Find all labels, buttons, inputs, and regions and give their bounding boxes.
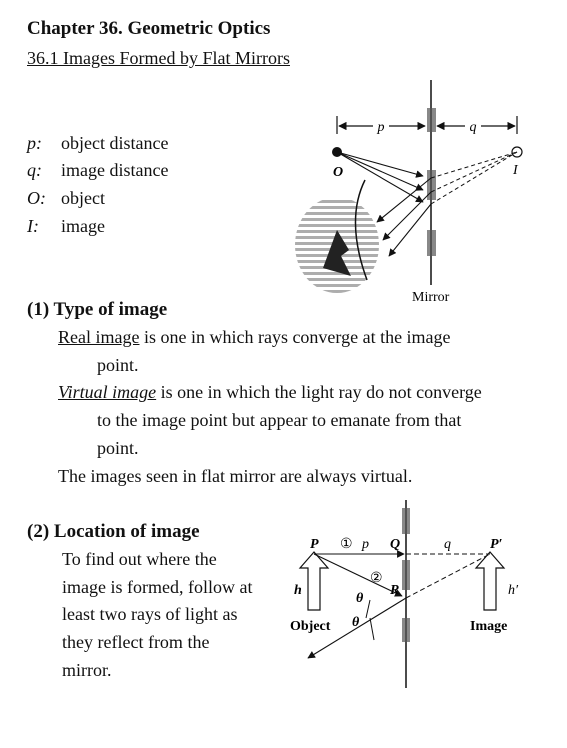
location-text-line: mirror. bbox=[62, 660, 112, 680]
label-R: R bbox=[390, 583, 400, 598]
virtual-ray bbox=[431, 152, 517, 178]
label-mirror: Mirror bbox=[412, 290, 450, 305]
label-object: Object bbox=[290, 619, 331, 634]
label-q: q bbox=[469, 120, 477, 135]
mirror-shade bbox=[402, 508, 410, 534]
definition-item bbox=[27, 216, 105, 237]
type-of-image-heading: (1) Type of image bbox=[27, 299, 168, 320]
virtual-image-line-2: to the image point but appear to emanate from that bbox=[97, 410, 462, 430]
virtual-ray bbox=[431, 152, 517, 204]
virtual-image-line bbox=[58, 382, 482, 403]
location-of-image-heading: (2) Location of image bbox=[27, 521, 200, 542]
reflected-ray bbox=[383, 192, 431, 240]
flat-mirror-diagram bbox=[285, 80, 545, 310]
location-text-line: least two rays of light as bbox=[62, 604, 238, 624]
label-Q: Q bbox=[390, 537, 401, 552]
virtual-image-term: Virtual image bbox=[58, 382, 157, 402]
mirror-shade bbox=[402, 618, 410, 642]
virtual-image-line-3: point. bbox=[97, 438, 139, 458]
label-P-prime: P′ bbox=[490, 537, 503, 552]
label-image: I bbox=[513, 163, 518, 178]
definition-meaning: object bbox=[61, 188, 105, 208]
image-location-diagram bbox=[284, 500, 534, 692]
angle-mark bbox=[370, 618, 374, 640]
virtual-image-text: is one in which the light ray do not converge bbox=[156, 382, 482, 402]
definition-item bbox=[27, 188, 105, 209]
mirror-shade bbox=[427, 170, 436, 200]
real-image-line-2: point. bbox=[97, 355, 139, 375]
label-p: p bbox=[377, 120, 385, 135]
label-ray-1: ① bbox=[340, 537, 353, 552]
definition-symbol: p: bbox=[27, 133, 42, 153]
label-object: O bbox=[333, 165, 344, 180]
label-image: Image bbox=[470, 619, 508, 634]
ray-2-incident bbox=[314, 554, 402, 596]
mirror-shade bbox=[402, 560, 410, 590]
real-image-term: Real image bbox=[58, 327, 140, 347]
definition-meaning: image bbox=[61, 216, 105, 236]
location-text-line: they reflect from the bbox=[62, 632, 210, 652]
mirror-shade bbox=[427, 230, 436, 256]
angle-mark bbox=[366, 600, 370, 618]
definition-meaning: image distance bbox=[61, 160, 169, 180]
real-image-text: is one in which rays converge at the image bbox=[139, 327, 451, 347]
label-p-distance: p bbox=[362, 537, 369, 552]
label-theta-2: θ bbox=[352, 615, 360, 630]
definition-symbol: q: bbox=[27, 160, 42, 180]
object-arrow bbox=[300, 552, 328, 610]
label-ray-2: ② bbox=[370, 571, 383, 586]
label-q-distance: q bbox=[444, 537, 451, 552]
chapter-title: Chapter 36. Geometric Optics bbox=[27, 18, 271, 39]
definition-symbol: O: bbox=[27, 188, 46, 208]
incident-ray bbox=[337, 152, 423, 176]
virtual-summary: The images seen in flat mirror are always virtual. bbox=[58, 466, 413, 486]
mirror-shade bbox=[427, 108, 436, 132]
label-h-prime: h′ bbox=[508, 583, 519, 598]
definition-symbol: I: bbox=[27, 216, 39, 236]
label-theta-1: θ bbox=[356, 591, 364, 606]
location-text-line: image is formed, follow at bbox=[62, 577, 253, 597]
label-h: h bbox=[294, 583, 302, 598]
real-image-line bbox=[58, 327, 451, 348]
image-arrow bbox=[476, 552, 504, 610]
reflected-ray bbox=[389, 204, 431, 256]
virtual-ray bbox=[431, 152, 517, 192]
incident-ray bbox=[337, 152, 423, 190]
section-title: 36.1 Images Formed by Flat Mirrors bbox=[27, 48, 290, 68]
label-P: P bbox=[310, 537, 319, 552]
location-text-line: To find out where the bbox=[62, 549, 217, 569]
definition-meaning: object distance bbox=[61, 133, 169, 153]
virtual-ray-2 bbox=[406, 554, 490, 598]
definition-item bbox=[27, 160, 168, 181]
definition-item bbox=[27, 133, 168, 154]
